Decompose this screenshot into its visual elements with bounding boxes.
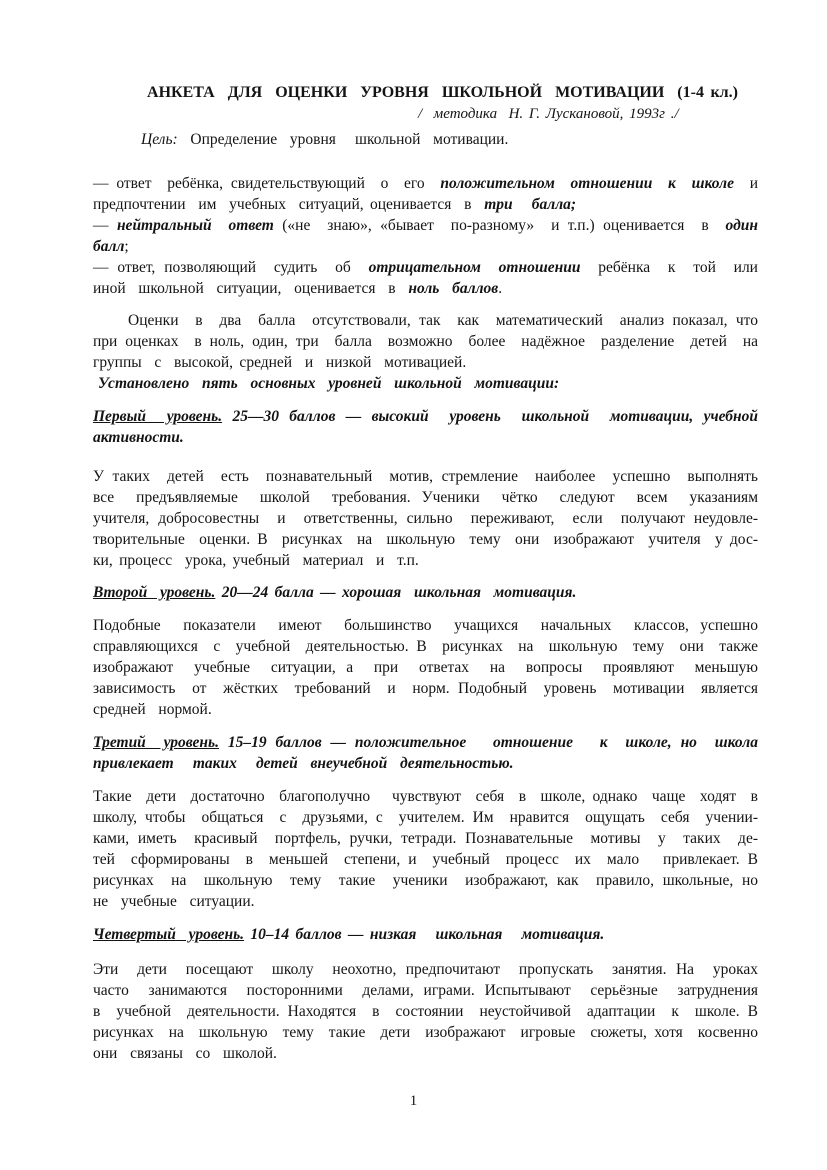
text-run: балл xyxy=(93,238,125,255)
text-run: группы с высокой, средней и низкой мотивацией. xyxy=(93,354,467,371)
text-line xyxy=(93,550,758,571)
text-line xyxy=(93,487,758,508)
text-line xyxy=(93,173,758,194)
level-4-description xyxy=(93,959,758,1064)
text-line xyxy=(93,891,758,912)
level-2-heading xyxy=(93,582,758,603)
text-line xyxy=(93,753,758,774)
text-run: 25—30 баллов — высокий уровень школьной мотивации, учебной xyxy=(222,408,758,425)
text-line xyxy=(93,980,758,1001)
text-line xyxy=(93,215,758,236)
level-4-heading xyxy=(93,924,758,945)
text-run: Первый уровень. xyxy=(93,408,223,425)
document-title xyxy=(93,82,758,103)
level-2-description xyxy=(93,615,758,720)
text-run: справляющихся с учебной деятельностью. В рисунках на школьную тему они также xyxy=(93,638,758,655)
page-number: 1 xyxy=(409,1093,418,1109)
text-line xyxy=(93,699,758,720)
level-3-description xyxy=(93,786,758,912)
text-run: часто занимаются посторонними делами, играми. Испытывают серьёзные затруднения xyxy=(93,982,758,999)
text-run: иной школьной ситуации, оценивается в xyxy=(93,280,409,297)
text-run: творительные оценки. В рисунках на школьную тему они изображают учителя у дос- xyxy=(93,531,758,548)
text-run: и xyxy=(734,175,759,192)
text-run: Определение уровня школьной мотивации. xyxy=(177,131,509,148)
text-line xyxy=(93,508,758,529)
text-line xyxy=(93,1043,758,1064)
text-run: Оценки в два балла отсутствовали, так как математический анализ показал, что xyxy=(128,312,758,329)
analysis-note xyxy=(93,310,758,373)
text-run: они связаны со школой. xyxy=(93,1045,277,1062)
text-run: предпочтении им учебных ситуаций, оценивается в xyxy=(93,196,485,213)
text-line xyxy=(93,427,758,448)
scoring-rules xyxy=(93,173,758,299)
text-line xyxy=(93,924,758,945)
text-run: учителя, добросовестны и ответственны, сильно переживают, если получают неудовле- xyxy=(93,510,758,527)
text-line xyxy=(93,678,758,699)
text-line xyxy=(93,1001,758,1022)
text-run: ребёнка к той или xyxy=(580,259,758,276)
text-run: рисунках на школьную тему такие ученики изображают, как правило, школьные, но xyxy=(93,872,758,889)
text-line xyxy=(93,786,758,807)
text-run: («не знаю», «бывает по-разному» и т.п.) оценивается в xyxy=(273,217,726,234)
text-run: школу, чтобы общаться с друзьями, с учителем. Им нравится ощущать себя учении- xyxy=(93,809,758,826)
text-line xyxy=(93,352,758,373)
text-line xyxy=(93,870,758,891)
text-run: У таких детей есть познавательный мотив, стремление наиболее успешно выполнять xyxy=(93,468,758,485)
text-line xyxy=(93,636,758,657)
text-run: Третий уровень. xyxy=(93,734,219,751)
text-run: — xyxy=(93,217,117,234)
text-run: Установлено пять основных уровней школьной мотивации: xyxy=(98,375,560,392)
text-run: зависимость от жёстких требований и норм. Подобный уровень мотивации является xyxy=(93,680,758,697)
text-run: 15–19 баллов — положительное отношение к школе, но школа xyxy=(218,734,758,751)
levels-intro xyxy=(93,373,758,394)
level-1-description xyxy=(93,466,758,571)
text-line xyxy=(93,582,758,603)
text-run: ноль баллов xyxy=(408,280,499,297)
text-run: Четвертый уровень. xyxy=(93,926,245,943)
text-line xyxy=(93,104,758,125)
text-line xyxy=(93,194,758,215)
text-line xyxy=(93,373,758,394)
text-line xyxy=(93,732,758,753)
text-run: Такие дети достаточно благополучно чувствуют себя в школе, однако чаще ходят в xyxy=(93,788,758,805)
text-line xyxy=(93,278,758,299)
text-run: в учебной деятельности. Находятся в состоянии неустойчивой адаптации к школе. В xyxy=(93,1003,758,1020)
text-line xyxy=(93,959,758,980)
text-run: нейтральный ответ xyxy=(116,217,274,234)
text-line xyxy=(93,257,758,278)
text-line xyxy=(93,529,758,550)
text-run: — ответ ребёнка, свидетельствующий о его xyxy=(93,175,441,192)
text-run: все предъявляемые школой требования. Ученики чётко следуют всем указаниям xyxy=(93,489,758,506)
text-run: 20—24 балла — хорошая школьная мотивация. xyxy=(215,584,577,601)
text-run: рисунках на школьную тему такие дети изображают игровые сюжеты, хотя косвенно xyxy=(93,1024,758,1041)
text-line xyxy=(93,331,758,352)
document-content xyxy=(93,82,758,1064)
text-run: Второй уровень. xyxy=(93,584,216,601)
goal-line xyxy=(93,129,758,150)
text-run: ками, иметь красивый портфель, ручки, тетради. Познавательные мотивы у таких де- xyxy=(93,830,758,847)
level-3-heading xyxy=(93,732,758,774)
text-run: ки, процесс урока, учебный материал и т.п. xyxy=(93,552,419,569)
text-run: Цель: xyxy=(141,131,178,148)
text-line xyxy=(93,615,758,636)
text-line xyxy=(93,807,758,828)
text-line xyxy=(93,1022,758,1043)
text-run: АНКЕТА ДЛЯ ОЦЕНКИ УРОВНЯ ШКОЛЬНОЙ МОТИВАЦИИ (1-4 кл.) xyxy=(147,84,738,101)
text-line xyxy=(93,657,758,678)
text-run: Подобные показатели имеют большинство учащихся начальных классов, успешно xyxy=(93,617,758,634)
method-attribution xyxy=(93,104,758,125)
text-run: тей сформированы в меньшей степени, и учебный процесс их мало привлекает. В xyxy=(93,851,758,868)
text-line xyxy=(93,466,758,487)
text-run: / методика Н. Г. Лускановой, 1993г ./ xyxy=(418,106,679,122)
text-run: 10–14 баллов — низкая школьная мотивация. xyxy=(244,926,605,943)
text-line xyxy=(93,849,758,870)
text-run: привлекает таких детей внеучебной деятельностью. xyxy=(93,755,514,772)
text-line xyxy=(93,406,758,427)
text-run: активности. xyxy=(93,429,184,446)
text-run: положительном отношении к школе xyxy=(440,175,734,192)
text-line xyxy=(93,236,758,257)
text-run: при оценках в ноль, один, три балла возможно более надёжное разделение детей на xyxy=(93,333,758,350)
text-line xyxy=(93,310,758,331)
text-run: отрицательном отношении xyxy=(368,259,581,276)
text-line xyxy=(93,82,758,103)
text-run: средней нормой. xyxy=(93,701,212,718)
level-1-heading xyxy=(93,406,758,448)
text-run: Эти дети посещают школу неохотно, предпочитают пропускать занятия. На уроках xyxy=(93,961,758,978)
text-run: . xyxy=(498,280,503,297)
text-line xyxy=(93,129,758,150)
text-run: — ответ, позволяющий судить об xyxy=(93,259,369,276)
text-run: не учебные ситуации. xyxy=(93,893,255,910)
text-run: изображают учебные ситуации, а при ответах на вопросы проявляют меньшую xyxy=(93,659,758,676)
text-run: три балла; xyxy=(484,196,577,213)
text-line xyxy=(93,828,758,849)
text-run: ; xyxy=(124,238,129,255)
text-run: один xyxy=(725,217,758,234)
